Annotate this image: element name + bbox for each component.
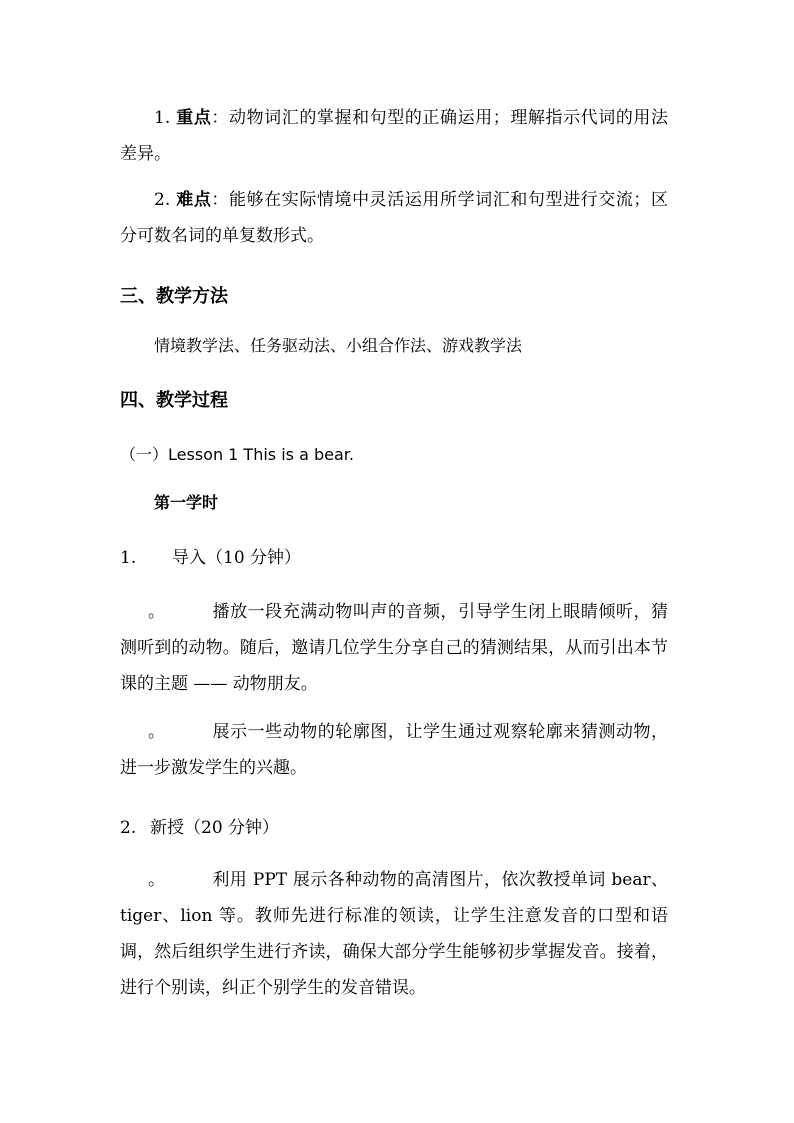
period-title: 第一学时 [154,493,219,512]
key-points-label: 重点 [176,108,212,128]
difficult-points-number: 2. [154,190,171,210]
bullet-text: 利用 PPT 展示各种动物的高清图片，依次教授单词 bear、tiger、lion 等。教师先进行标准的领读，让学生注意发音的口型和语调，然后组织学生进行齐读，确保大部分学生能够初步掌握发音。接着，进行个别读，纠正个别学生的发音错误。 [120,870,668,998]
section-4-heading: 四、教学过程 [120,390,228,411]
section-3-heading: 三、教学方法 [120,286,228,307]
difficult-points-colon: ： [211,190,229,210]
key-points-number: 1. [154,108,171,128]
key-points-paragraph [120,100,668,172]
bullet-mark: 。 [148,870,165,890]
step-1-bullet-1 [120,594,668,702]
lesson-title: （一）Lesson 1 This is a bear. [120,445,354,464]
difficult-points-text: 能够在实际情境中灵活运用所学词汇和句型进行交流；区分可数名词的单复数形式。 [120,190,669,246]
difficult-points-paragraph [120,182,668,254]
step-2-bullet-1 [120,862,668,1006]
step-2-title: 新授（20 分钟） [150,818,280,838]
bullet-mark: 。 [148,722,165,742]
step-1-bullet-2 [120,714,668,786]
step-1-number: 1. [120,548,137,568]
step-2-number: 2. [120,818,137,838]
key-points-colon: ： [211,108,229,128]
bullet-text: 展示一些动物的轮廓图，让学生通过观察轮廓来猜测动物，进一步激发学生的兴趣。 [120,722,668,778]
teaching-methods-text: 情境教学法、任务驱动法、小组合作法、游戏教学法 [154,336,523,355]
bullet-text: 播放一段充满动物叫声的音频，引导学生闭上眼睛倾听，猜测听到的动物。随后，邀请几位学生分享自己的猜测结果，从而引出本节课的主题 —— 动物朋友。 [120,602,668,694]
bullet-mark: 。 [148,602,165,622]
key-points-text: 动物词汇的掌握和句型的正确运用；理解指示代词的用法差异。 [120,108,669,164]
difficult-points-label: 难点 [176,190,212,210]
step-1-title: 导入（10 分钟） [172,548,302,568]
